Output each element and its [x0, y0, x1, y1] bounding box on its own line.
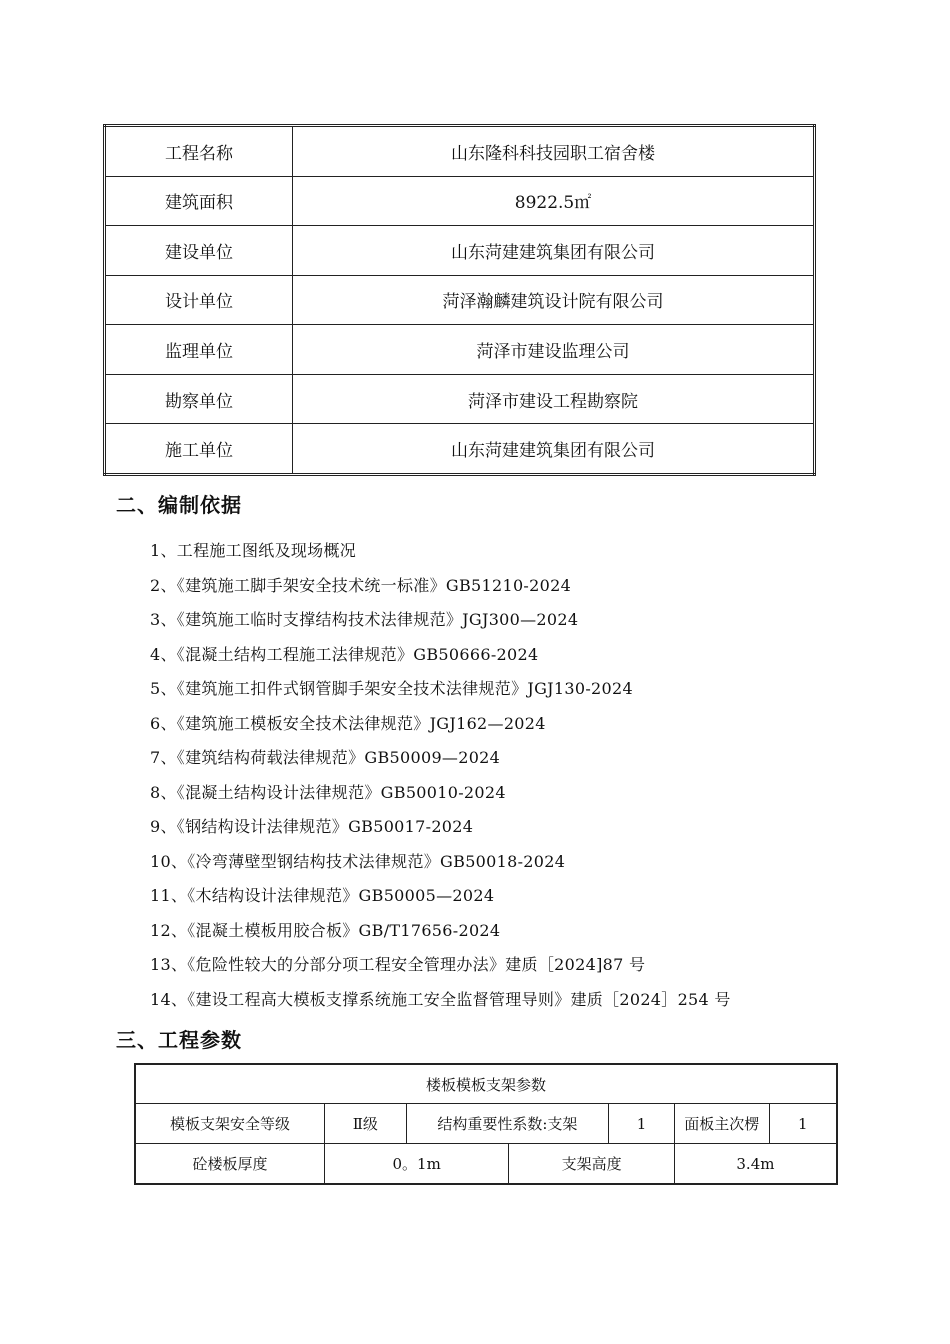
- table-row: [105, 374, 815, 424]
- row-label: 建筑面积: [105, 176, 293, 226]
- table-cell: 支架高度: [509, 1144, 675, 1185]
- list-item: 8、《混凝土结构设计法律规范》GB50010-2024: [150, 782, 506, 802]
- table-row: [105, 226, 815, 276]
- row-value: 山东菏建建筑集团有限公司: [293, 226, 815, 276]
- table-row: [105, 325, 815, 375]
- list-item: 9、《钢结构设计法律规范》GB50017-2024: [150, 817, 474, 836]
- reference-list: [150, 534, 731, 1017]
- row-value: 菏泽瀚麟建筑设计院有限公司: [293, 275, 815, 325]
- table-cell: 1: [769, 1104, 837, 1144]
- row-label: 建设单位: [105, 226, 293, 276]
- table-row: [105, 424, 815, 475]
- row-value: 菏泽市建设工程勘察院: [293, 374, 815, 424]
- table-cell: 面板主次楞: [674, 1104, 769, 1144]
- parameter-table: [134, 1063, 838, 1185]
- table-header: 楼板模板支架参数: [135, 1064, 837, 1104]
- row-label: 施工单位: [105, 424, 293, 475]
- table-cell: Ⅱ级: [324, 1104, 406, 1144]
- row-label: 监理单位: [105, 325, 293, 375]
- list-item: 13、《危险性较大的分部分项工程安全管理办法》建质［2024]87 号: [150, 955, 646, 974]
- table-cell: 模板支架安全等级: [135, 1104, 324, 1144]
- table-cell: 砼楼板厚度: [135, 1144, 324, 1185]
- row-label: 工程名称: [105, 126, 293, 177]
- list-item: 7、《建筑结构荷载法律规范》GB50009—2024: [150, 748, 501, 767]
- row-value: 山东隆科科技园职工宿舍楼: [293, 126, 815, 177]
- list-item: 4、《混凝土结构工程施工法律规范》GB50666-2024: [150, 644, 539, 664]
- section-heading-parameters: 三、工程参数: [116, 1028, 242, 1052]
- table-cell: 3.4m: [674, 1144, 837, 1185]
- table-row: [135, 1144, 837, 1185]
- list-item: 12、《混凝土模板用胶合板》GB/T17656-2024: [150, 920, 501, 940]
- list-item: 10、《冷弯薄壁型钢结构技术法律规范》GB50018-2024: [150, 851, 566, 871]
- section-heading-basis: 二、编制依据: [116, 493, 242, 517]
- table-row: [135, 1104, 837, 1144]
- row-value: 菏泽市建设监理公司: [293, 325, 815, 375]
- table-row: [105, 126, 815, 177]
- list-item: 14、《建设工程高大模板支撑系统施工安全监督管理导则》建质［2024］254 号: [150, 989, 731, 1009]
- table-row: [105, 275, 815, 325]
- row-label: 勘察单位: [105, 374, 293, 424]
- list-item: 1、工程施工图纸及现场概况: [150, 541, 357, 560]
- table-cell: 1: [609, 1104, 675, 1144]
- list-item: 3、《建筑施工临时支撑结构技术法律规范》JGJ300—2024: [150, 610, 579, 629]
- project-info-table: [103, 124, 816, 476]
- list-item: 2、《建筑施工脚手架安全技术统一标准》GB51210-2024: [150, 575, 572, 595]
- row-value: 8922.5㎡: [293, 176, 815, 226]
- table-row: [135, 1064, 837, 1104]
- table-cell: 结构重要性系数:支架: [406, 1104, 608, 1144]
- row-value: 山东菏建建筑集团有限公司: [293, 424, 815, 475]
- list-item: 5、《建筑施工扣件式钢管脚手架安全技术法律规范》JGJ130-2024: [150, 679, 633, 698]
- row-label: 设计单位: [105, 275, 293, 325]
- table-row: [105, 176, 815, 226]
- list-item: 11、《木结构设计法律规范》GB50005—2024: [150, 886, 495, 905]
- table-cell: 0。1m: [324, 1144, 508, 1185]
- list-item: 6、《建筑施工模板安全技术法律规范》JGJ162—2024: [150, 713, 546, 733]
